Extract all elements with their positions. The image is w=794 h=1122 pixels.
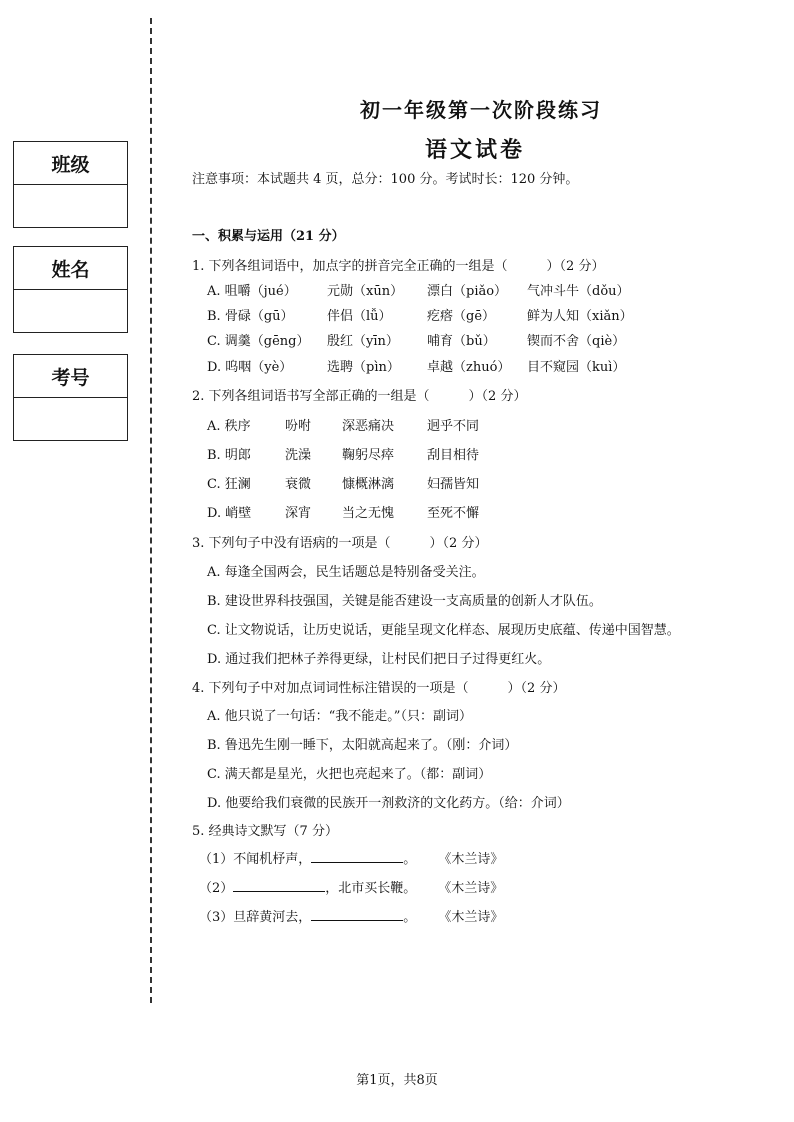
- q3-option-a: A. 每逢全国两会，民生话题总是特别备受关注。: [207, 565, 485, 580]
- q2-option-c-3: 慷概淋漓: [342, 477, 395, 492]
- q5-item-1-after: 。: [403, 852, 417, 867]
- question-2-stem: 2. 下列各组词语书写全部正确的一组是（ ）（2 分）: [192, 389, 527, 404]
- q1-option-a-1: A. 咀嚼（jué）: [207, 284, 297, 299]
- class-label: 班级: [14, 142, 127, 185]
- name-label: 姓名: [14, 247, 127, 290]
- q2-option-c-4: 妇孺皆知: [427, 477, 480, 492]
- question-5-stem: 5. 经典诗文默写（7 分）: [192, 824, 338, 839]
- q1-option-c-2: 殷红（yīn）: [327, 334, 399, 349]
- q2-option-a-2: 吩咐: [285, 419, 312, 434]
- section-heading: 一、积累与运用（21 分）: [192, 229, 345, 244]
- q5-item-2-after: ，北市买长鞭。: [325, 881, 417, 896]
- id-box: [13, 354, 128, 441]
- q5-item-1-num: （1）: [199, 852, 234, 867]
- question-3-stem: 3. 下列句子中没有语病的一项是（ ）（2 分）: [192, 536, 488, 551]
- exam-title: 初一年级第一次阶段练习: [360, 98, 602, 122]
- q1-option-d-4: 目不窥园（kuì）: [527, 360, 626, 375]
- q5-item-3-source: 《木兰诗》: [438, 910, 504, 925]
- question-4-stem: 4. 下列句子中对加点词词性标注错误的一项是（ ）（2 分）: [192, 681, 566, 696]
- binding-cut-line: [150, 18, 152, 1003]
- q1-option-d-3: 卓越（zhuó）: [427, 360, 511, 375]
- q1-option-b-3: 疙瘩（gē）: [427, 309, 496, 324]
- q2-option-b-4: 刮目相待: [427, 448, 480, 463]
- q1-option-c-3: 哺育（bǔ）: [427, 334, 496, 349]
- q2-option-a-3: 深恶痛决: [342, 419, 395, 434]
- q1-option-c-1: C. 调羹（gēng）: [207, 334, 310, 349]
- q4-option-a: A. 他只说了一句话：“我不能走。”（只：副词）: [207, 709, 472, 724]
- q2-option-a-1: A. 秩序: [207, 419, 251, 434]
- q3-option-c: C. 让文物说话，让历史说话，更能呈现文化样态、展现历史底蕴、传递中国智慧。: [207, 623, 680, 638]
- class-box: [13, 141, 128, 228]
- q2-option-d-3: 当之无愧: [342, 506, 395, 521]
- q5-item-2-num: （2）: [199, 881, 234, 896]
- q3-option-b: B. 建设世界科技强国，关键是能否建设一支高质量的创新人才队伍。: [207, 594, 602, 609]
- q5-item-3-after: 。: [403, 910, 417, 925]
- question-1-stem: 1. 下列各组词语中，加点字的拼音完全正确的一组是（ ）（2 分）: [192, 259, 605, 274]
- q2-option-b-1: B. 明郎: [207, 448, 251, 463]
- id-label: 考号: [14, 355, 127, 398]
- q2-option-d-1: D. 峭壁: [207, 506, 252, 521]
- q4-option-c: C. 满天都是星光，火把也亮起来了。（都：副词）: [207, 767, 492, 782]
- q1-option-b-4: 鲜为人知（xiǎn）: [527, 309, 633, 324]
- q5-item-1-before: 不闻机杼声，: [233, 852, 312, 867]
- q5-item-1-blank[interactable]: [311, 850, 403, 863]
- q5-item-1: [199, 850, 503, 868]
- exam-notice: 注意事项：本试题共 4 页，总分：100 分。考试时长：120 分钟。: [192, 172, 579, 187]
- q5-item-3-blank[interactable]: [311, 908, 403, 921]
- q5-item-2-source: 《木兰诗》: [438, 881, 504, 896]
- q2-option-b-3: 鞠躬尽瘁: [342, 448, 395, 463]
- q3-option-d: D. 通过我们把林子养得更绿，让村民们把日子过得更红火。: [207, 652, 551, 667]
- q1-option-a-4: 气冲斗牛（dǒu）: [527, 284, 630, 299]
- q5-item-3-before: 旦辞黄河去，: [233, 910, 312, 925]
- q2-option-d-4: 至死不懈: [427, 506, 480, 521]
- q2-option-d-2: 深宵: [285, 506, 312, 521]
- q4-option-d: D. 他要给我们衰微的民族开一剂救济的文化药方。（给：介词）: [207, 796, 570, 811]
- q1-option-c-4: 锲而不舍（qiè）: [527, 334, 626, 349]
- name-field[interactable]: [14, 290, 127, 332]
- q5-item-3: [199, 908, 503, 926]
- page-number: 第1页，共8页: [356, 1073, 438, 1088]
- q5-item-1-source: 《木兰诗》: [438, 852, 504, 867]
- id-field[interactable]: [14, 398, 127, 440]
- q1-option-b-1: B. 骨碌（gū）: [207, 309, 294, 324]
- q2-option-c-2: 衰微: [285, 477, 312, 492]
- q2-option-a-4: 迥乎不同: [427, 419, 480, 434]
- q1-option-a-3: 漂白（piǎo）: [427, 284, 508, 299]
- q5-item-3-num: （3）: [199, 910, 234, 925]
- q5-item-2-blank[interactable]: [233, 879, 325, 892]
- q1-option-a-2: 元勋（xūn）: [327, 284, 404, 299]
- name-box: [13, 246, 128, 333]
- q4-option-b: B. 鲁迅先生刚一睡下，太阳就高起来了。（刚：介词）: [207, 738, 518, 753]
- q2-option-c-1: C. 狂澜: [207, 477, 251, 492]
- q1-option-d-1: D. 呜咽（yè）: [207, 360, 293, 375]
- q2-option-b-2: 洗澡: [285, 448, 312, 463]
- q1-option-d-2: 选聘（pìn）: [327, 360, 400, 375]
- q5-item-2: [199, 879, 503, 897]
- class-field[interactable]: [14, 185, 127, 227]
- q1-option-b-2: 伴侣（lǚ）: [327, 309, 392, 324]
- exam-subtitle: 语文试卷: [425, 138, 526, 163]
